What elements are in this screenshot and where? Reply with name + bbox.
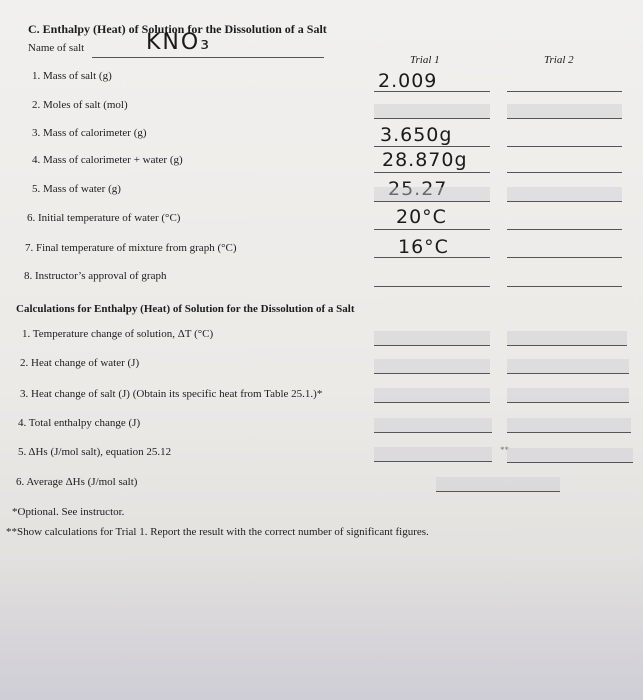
row-label-mass-calorimeter: 3. Mass of calorimeter (g) [32, 127, 147, 139]
trial2-box-mass-water[interactable] [507, 187, 622, 202]
trial2-box-heat-water[interactable] [507, 359, 629, 374]
calc-label-average-delta-hs: 6. Average ΔHs (J/mol salt) [16, 476, 138, 488]
row-label-initial-temp: 6. Initial temperature of water (°C) [27, 212, 181, 224]
trial2-box-heat-salt[interactable] [507, 388, 629, 403]
section-title: C. Enthalpy (Heat) of Solution for the Dissolution of a Salt [28, 22, 327, 36]
trial2-box-total-enthalpy[interactable] [507, 418, 631, 433]
bleed-through-shadow [0, 555, 643, 700]
trial2-box-moles-salt[interactable] [507, 104, 622, 119]
name-of-salt-line[interactable] [92, 57, 324, 58]
trial1-value-mass-salt: 2.009 [378, 70, 438, 92]
trial1-value-mass-water: 25.27 [388, 178, 448, 200]
trial1-line-mass-calorimeter-water[interactable] [374, 172, 490, 173]
trial1-line-mass-calorimeter[interactable] [374, 146, 490, 147]
optional-note: *Optional. See instructor. [12, 506, 125, 518]
trial1-line-mass-salt[interactable] [374, 91, 490, 92]
trial2-line-mass-calorimeter-water[interactable] [507, 172, 622, 173]
trial1-value-mass-calorimeter: 3.650g [380, 124, 453, 146]
trial2-line-final-temp[interactable] [507, 257, 622, 258]
trial2-line-mass-salt[interactable] [507, 91, 622, 92]
row-label-instructor-approval: 8. Instructor’s approval of graph [24, 270, 167, 282]
trial1-box-delta-hs[interactable] [374, 447, 492, 462]
trial-1-header: Trial 1 [410, 54, 440, 66]
trial2-line-instructor-approval[interactable] [507, 286, 622, 287]
trial-2-header: Trial 2 [544, 54, 574, 66]
trial1-box-heat-water[interactable] [374, 359, 490, 374]
trial1-value-mass-calorimeter-water: 28.870g [382, 149, 468, 171]
trial1-line-final-temp[interactable] [374, 257, 490, 258]
trial1-value-final-temp: 16°C [398, 236, 449, 258]
calc-label-heat-salt: 3. Heat change of salt (J) (Obtain its specific heat from Table 25.1.)* [20, 388, 323, 400]
trial1-box-mass-water[interactable] [374, 187, 490, 202]
row-label-final-temp: 7. Final temperature of mixture from graph (°C) [25, 242, 237, 254]
calc-label-delta-hs: 5. ΔHs (J/mol salt), equation 25.12 [18, 446, 172, 458]
trial2-box-delta-hs[interactable] [507, 448, 633, 463]
row-label-mass-calorimeter-water: 4. Mass of calorimeter + water (g) [32, 154, 183, 166]
trial1-box-total-enthalpy[interactable] [374, 418, 492, 433]
trial1-box-temp-change[interactable] [374, 331, 490, 346]
show-calculations-note: **Show calculations for Trial 1. Report the result with the correct number of significant figures. [6, 526, 429, 538]
row-label-mass-water: 5. Mass of water (g) [32, 183, 121, 195]
average-delta-hs-box[interactable] [436, 477, 560, 492]
name-of-salt-label: Name of salt [28, 42, 85, 54]
trial2-box-temp-change[interactable] [507, 331, 627, 346]
calc-label-temp-change: 1. Temperature change of solution, ΔT (°C) [22, 328, 214, 340]
calc-label-heat-water: 2. Heat change of water (J) [20, 357, 140, 369]
trial1-box-heat-salt[interactable] [374, 388, 490, 403]
trial2-line-mass-calorimeter[interactable] [507, 146, 622, 147]
salt-name-handwritten: KNO₃ [146, 30, 212, 55]
calc-label-total-enthalpy: 4. Total enthalpy change (J) [18, 417, 141, 429]
trial1-box-moles-salt[interactable] [374, 104, 490, 119]
show-calc-marker: ** [500, 445, 509, 455]
trial2-line-initial-temp[interactable] [507, 229, 622, 230]
trial1-line-initial-temp[interactable] [374, 229, 490, 230]
trial1-value-initial-temp: 20°C [396, 206, 447, 228]
row-label-mass-salt: 1. Mass of salt (g) [32, 70, 112, 82]
row-label-moles-salt: 2. Moles of salt (mol) [32, 99, 128, 111]
calculations-title: Calculations for Enthalpy (Heat) of Solution for the Dissolution of a Salt [16, 303, 355, 315]
trial1-line-instructor-approval[interactable] [374, 286, 490, 287]
